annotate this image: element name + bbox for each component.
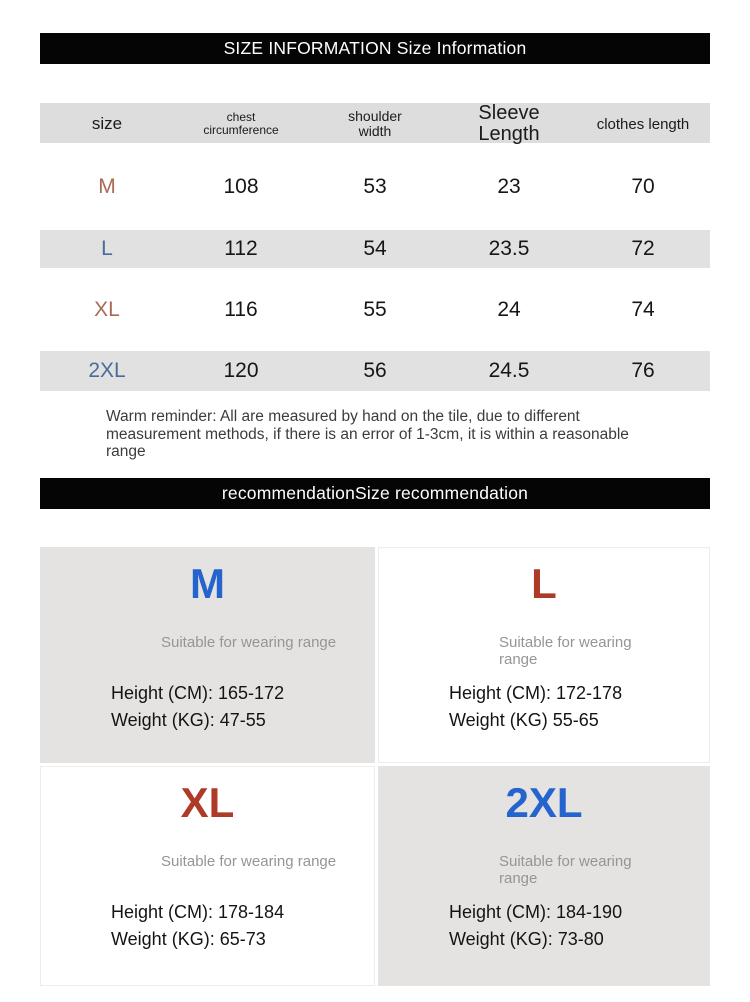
chest-cell: 120 bbox=[223, 359, 259, 382]
clothes-cell: 72 bbox=[631, 237, 655, 260]
card-weight-range: Weight (KG) 55-65 bbox=[449, 709, 599, 730]
size-cell: M bbox=[98, 174, 116, 198]
size-recommendation-banner bbox=[40, 478, 710, 509]
chest-cell: 112 bbox=[224, 237, 258, 260]
clothes-cell: 74 bbox=[631, 297, 655, 321]
card-measurements bbox=[111, 899, 284, 953]
warm-reminder-note: Warm reminder: All are measured by hand on the tile, due to different measurement methods, if there is an error of 1-3cm, it is within a reasonable range bbox=[106, 408, 629, 460]
recommendation-card-m bbox=[40, 547, 375, 763]
clothes-cell: 70 bbox=[631, 174, 655, 198]
card-size-label: M bbox=[190, 559, 225, 607]
card-size-label: XL bbox=[180, 778, 235, 826]
size-table bbox=[40, 103, 710, 391]
column-header-clothes-length: clothes length bbox=[596, 115, 690, 133]
size-recommendation-banner-text: recommendationSize recommendation bbox=[221, 482, 529, 503]
recommendation-card-xl bbox=[40, 766, 375, 986]
card-measurements bbox=[111, 680, 284, 734]
column-header-chest-circumference: chest circumference bbox=[203, 109, 279, 137]
size-table-header-row bbox=[40, 103, 710, 143]
card-range-label: Suitable for wearing range bbox=[499, 633, 632, 668]
card-weight-range: Weight (KG): 73-80 bbox=[449, 928, 604, 949]
card-size-label: 2XL bbox=[505, 778, 583, 826]
shoulder-cell: 53 bbox=[363, 174, 387, 198]
clothes-cell: 76 bbox=[631, 359, 655, 382]
card-height-range: Height (CM): 172-178 bbox=[449, 682, 623, 703]
card-weight-range: Weight (KG): 47-55 bbox=[111, 709, 266, 730]
sleeve-cell: 24 bbox=[497, 297, 521, 321]
shoulder-cell: 56 bbox=[363, 359, 387, 382]
table-row-size-m bbox=[40, 143, 710, 230]
size-recommendation-grid bbox=[40, 547, 710, 986]
column-header-sleeve-length: Sleeve Length bbox=[478, 102, 540, 145]
table-row-size-xl bbox=[40, 268, 710, 351]
chest-cell: 116 bbox=[224, 297, 258, 321]
sleeve-cell: 23 bbox=[497, 174, 521, 198]
card-range-label: Suitable for wearing range bbox=[161, 633, 337, 651]
column-header-size-label: size bbox=[91, 114, 123, 133]
card-size-label: L bbox=[531, 559, 557, 607]
size-cell: XL bbox=[94, 297, 120, 321]
card-height-range: Height (CM): 184-190 bbox=[449, 901, 623, 922]
column-header-size bbox=[40, 114, 174, 134]
sleeve-cell: 23.5 bbox=[488, 237, 530, 260]
shoulder-cell: 55 bbox=[363, 297, 387, 321]
size-information-banner-text: SIZE INFORMATION Size Information bbox=[223, 38, 527, 58]
card-height-range: Height (CM): 178-184 bbox=[111, 901, 285, 922]
table-row-size-l bbox=[40, 230, 710, 268]
card-height-range: Height (CM): 165-172 bbox=[111, 682, 285, 703]
sleeve-cell: 24.5 bbox=[488, 359, 530, 382]
card-measurements bbox=[449, 680, 622, 734]
card-weight-range: Weight (KG): 65-73 bbox=[111, 928, 266, 949]
card-range-label: Suitable for wearing range bbox=[499, 852, 632, 887]
card-range-label: Suitable for wearing range bbox=[161, 852, 337, 870]
size-information-banner bbox=[40, 33, 710, 64]
shoulder-cell: 54 bbox=[363, 237, 387, 260]
column-header-shoulder-width: shoulder width bbox=[348, 107, 402, 139]
card-measurements bbox=[449, 899, 622, 953]
recommendation-card-l bbox=[378, 547, 710, 763]
chest-cell: 108 bbox=[223, 174, 259, 198]
size-cell: 2XL bbox=[88, 359, 126, 382]
size-cell: L bbox=[101, 237, 113, 260]
table-row-size-2xl bbox=[40, 351, 710, 391]
recommendation-card-2xl bbox=[378, 766, 710, 986]
